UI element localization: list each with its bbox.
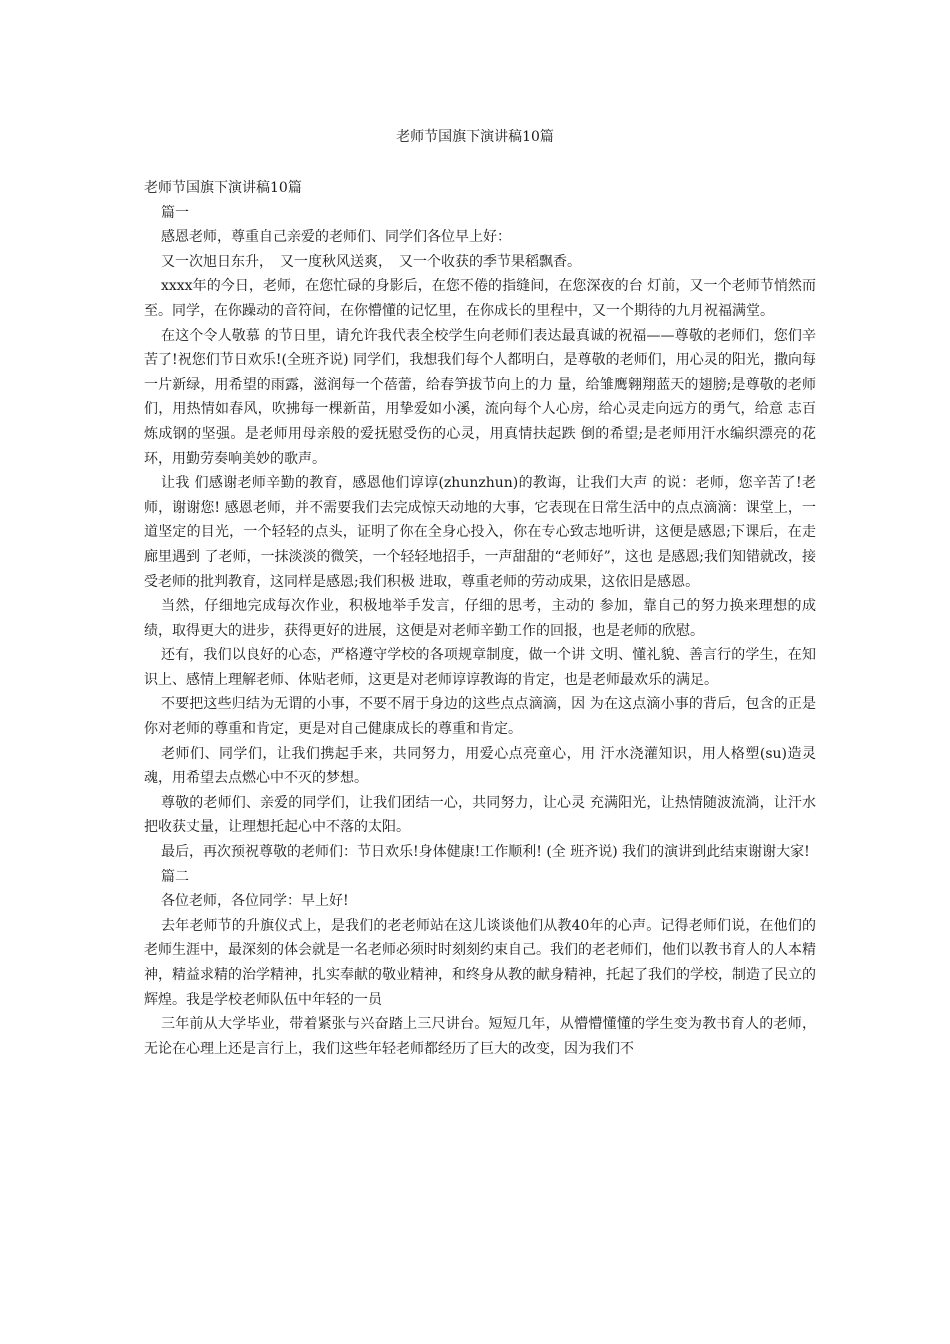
document-body <box>144 176 816 1061</box>
paragraph: 篇二 <box>161 868 189 885</box>
paragraph: 在这个令人敬慕 的节日里，请允许我代表全校学生向老师们表达最真诚的祝福——尊敬的老师们，您们辛苦了!祝您们节日欢乐!(全班齐说) 同学们，我想我们每个人都明白，是尊敬的老师们，用心灵的阳光，撒向每一片新绿，用希望的雨露，滋润每一个蓓蕾，给春笋拔节向上的力 量，给雏鹰翱翔蓝天的翅膀;是尊敬的老师们，用热情如春风，吹拂每一棵新苗，用挚爱如小溪，流向每个人心房，给心灵走向远方的勇气，给意 志百炼成钢的坚强。是老师用母亲般的爱抚慰受伤的心灵，用真情扶起跌 倒的希望;是老师用汗水编织漂亮的花环，用勤劳奏响美妙的歌声。 <box>144 327 816 467</box>
paragraph: 三年前从大学毕业，带着紧张与兴奋踏上三尺讲台。短短几年，从懵懵懂懂的学生变为教书育人的老师，无论在心理上还是言行上，我们这些年轻老师都经历了巨大的改变，因为我们不 <box>144 1016 816 1057</box>
paragraph: 老师节国旗下演讲稿10篇 <box>144 180 302 196</box>
paragraph: 不要把这些归结为无谓的小事，不要不屑于身边的这些点点滴滴，因 为在这点滴小事的背后，包含的正是你对老师的尊重和肯定，更是对自己健康成长的尊重和肯定。 <box>144 696 816 738</box>
paragraph: 老师们、同学们，让我们携起手来，共同努力，用爱心点亮童心，用 汗水浇灌知识，用人格塑(su)造灵魂，用希望去点燃心中不灭的梦想。 <box>144 745 816 787</box>
document-title: 老师节国旗下演讲稿10篇 <box>396 129 554 145</box>
paragraph: 去年老师节的升旗仪式上，是我们的老老师站在这儿谈谈他们从教40年的心声。记得老师们说，在他们的老师生涯中，最深刻的体会就是一名老师必须时时刻刻约束自己。我们的老老师们，他们以教书育人的人本精神，精益求精的治学精神，扎实奉献的敬业精神，和终身从教的献身精神，托起了我们的学校，制造了民立的辉煌。我是学校老师队伍中年轻的一员 <box>144 917 816 1008</box>
paragraph: 让我 们感谢老师辛勤的教育，感恩他们谆谆(zhunzhun)的教诲，让我们大声 的说：老师，您辛苦了!老师，谢谢您! 感恩老师，并不需要我们去完成惊天动地的大事，它表现在日常生活中的点点滴滴：课堂上，一道坚定的目光，一个轻轻的点头，证明了你在全身心投入，你在专心致志地听讲，这便是感恩;下课后，在走廊里遇到 了老师，一抹淡淡的微笑，一个轻轻地招手，一声甜甜的“老师好”，这也 是感恩;我们知错就改，接受老师的批判教育，这同样是感恩;我们积极 进取，尊重老师的劳动成果，这依旧是感恩。 <box>144 475 816 590</box>
paragraph: 还有，我们以良好的心态，严格遵守学校的各项规章制度，做一个讲 文明、懂礼貌、善言行的学生，在知识上、感情上理解老师、体贴老师，这更是对老师谆谆教诲的肯定，也是老师最欢乐的满足。 <box>144 647 816 688</box>
paragraph: 最后，再次预祝尊敬的老师们：节日欢乐!身体健康!工作顺利! (全 班齐说) 我们的演讲到此结束谢谢大家! <box>161 844 810 861</box>
paragraph: xxxx年的今日，老师，在您忙碌的身影后，在您不倦的指缝间，在您深夜的台 灯前，又一个老师节悄然而至。同学，在你躁动的音符间，在你懵懂的记忆里，在你成长的里程中，又一个期待的九月祝福满堂。 <box>144 278 816 319</box>
paragraph: 各位老师，各位同学：早上好! <box>161 893 349 910</box>
paragraph: 尊敬的老师们、亲爱的同学们，让我们团结一心，共同努力，让心灵 充满阳光，让热情随波流淌，让汗水把收获丈量，让理想托起心中不落的太阳。 <box>144 794 816 836</box>
paragraph: 感恩老师，尊重自己亲爱的老师们、同学们各位早上好： <box>161 229 511 246</box>
paragraph: 篇一 <box>161 204 189 221</box>
paragraph: 又一次旭日东升， 又一度秋风送爽， 又一个收获的季节果稻飘香。 <box>161 253 581 270</box>
paragraph: 当然，仔细地完成每次作业，积极地举手发言，仔细的思考，主动的 参加，靠自己的努力换来理想的成绩，取得更大的进步，获得更好的进展，这便是对老师辛勤工作的回报，也是老师的欣慰。 <box>144 598 816 639</box>
